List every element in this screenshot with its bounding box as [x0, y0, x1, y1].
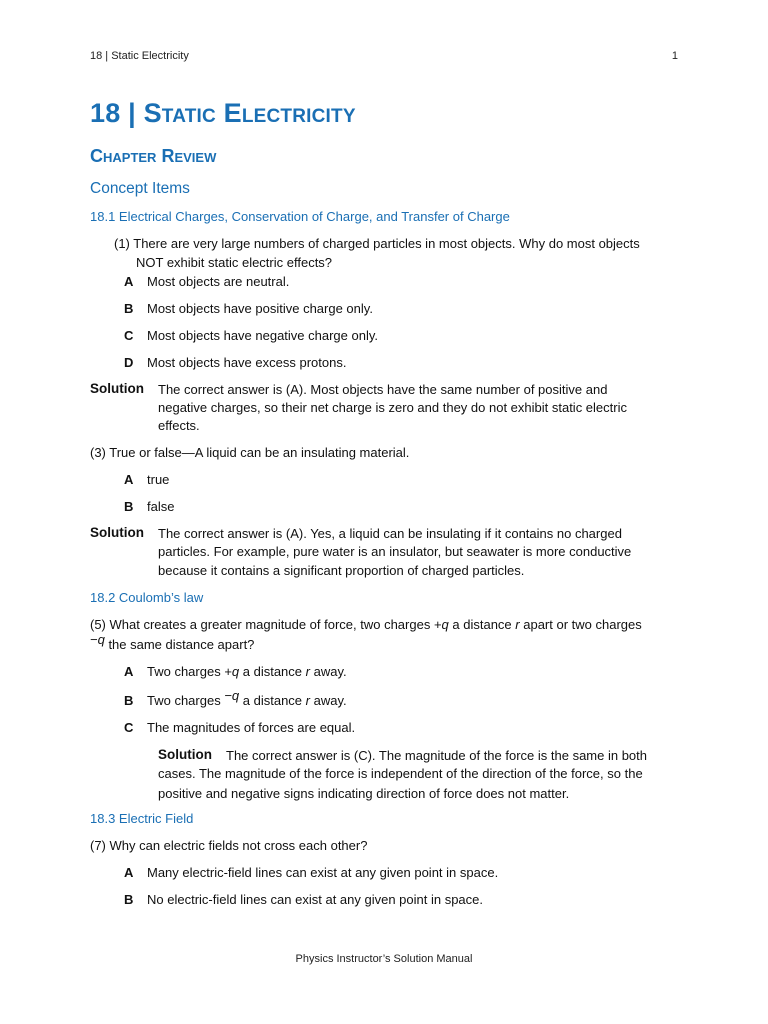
option-letter: C: [124, 328, 134, 343]
question-1-line-1: (1) There are very large numbers of charged particles in most objects. Why do most objects: [114, 236, 640, 251]
option-text: [147, 688, 347, 711]
q3-option-b: [124, 498, 175, 517]
option-letter: A: [124, 664, 134, 679]
option-text: No electric-field lines can exist at any given point in space.: [147, 892, 484, 907]
q5-text: a distance: [448, 617, 516, 632]
question-1-line-2: NOT exhibit static electric effects?: [136, 255, 333, 270]
q5-solution-line-2: cases. The magnitude of the force is independent of the direction of the force, so the: [158, 766, 643, 781]
q1-option-d: [124, 354, 347, 373]
section-heading-18-2: 18.2 Coulomb’s law: [90, 590, 204, 605]
question-3-line-1: (3) True or false—A liquid can be an insulating material.: [90, 445, 410, 460]
q1-solution-line-3: effects.: [158, 418, 200, 433]
q5-text: (5) What creates a greater magnitude of force, two charges +: [90, 617, 442, 632]
q3-solution-label: Solution: [90, 525, 144, 540]
option-letter: B: [124, 693, 134, 708]
q3-solution-line-2: particles. For example, pure water is an insulator, but seawater is more conductive: [158, 544, 632, 559]
option-text: Most objects are neutral.: [147, 274, 290, 289]
q7-option-b: [124, 891, 484, 910]
negative-q-variable: −q: [224, 688, 240, 703]
q5-solution-line-1: The correct answer is (C). The magnitude of the force is the same in both: [226, 748, 648, 763]
option-letter: B: [124, 892, 134, 907]
option-text: [147, 663, 347, 682]
option-letter: B: [124, 499, 134, 514]
option-letter: A: [124, 865, 134, 880]
q3-option-a: [124, 471, 170, 490]
q5-option-b: [124, 688, 347, 711]
option-text: true: [147, 472, 170, 487]
chapter-title: [90, 98, 356, 129]
negative-q-variable: −q: [90, 632, 105, 647]
question-5-line-1: [90, 616, 642, 635]
option-text: false: [147, 499, 175, 514]
option-text-part: away.: [309, 664, 347, 679]
running-footer: Physics Instructor’s Solution Manual: [295, 953, 473, 965]
q1-option-b: [124, 300, 373, 319]
q1-option-a: [124, 273, 290, 292]
option-letter: A: [124, 472, 134, 487]
option-letter: A: [124, 274, 134, 289]
option-letter: C: [124, 720, 134, 735]
q5-option-c: [124, 719, 356, 738]
q3-solution-line-3: because it contains a significant proportion of charged particles.: [158, 563, 525, 578]
option-text-part: Two charges +: [147, 664, 232, 679]
option-text-part: Two charges: [147, 693, 225, 708]
q-variable: q: [441, 617, 449, 632]
section-heading-18-3: 18.3 Electric Field: [90, 811, 194, 826]
q5-option-a: [124, 663, 347, 682]
option-text-part: away.: [310, 693, 347, 708]
q1-option-c: [124, 327, 379, 346]
option-text: Most objects have excess protons.: [147, 355, 347, 370]
chapter-review-heading: Chapter Review: [90, 146, 217, 166]
option-text: Most objects have positive charge only.: [147, 301, 373, 316]
r-variable: r: [305, 693, 310, 708]
q-variable: q: [231, 664, 240, 679]
question-7-line-1: (7) Why can electric fields not cross each other?: [90, 838, 368, 853]
option-text: Many electric-field lines can exist at any given point in space.: [147, 865, 499, 880]
chapter-number: 18 |: [90, 98, 136, 128]
q7-option-a: [124, 864, 499, 883]
q1-solution-label: Solution: [90, 381, 144, 396]
concept-items-heading: Concept Items: [90, 180, 190, 197]
q5-solution-line-3: positive and negative signs indicating direction of force does not matter.: [158, 786, 570, 801]
page-number: 1: [671, 50, 678, 62]
option-letter: D: [124, 355, 134, 370]
r-variable: r: [305, 664, 310, 679]
option-text-part: a distance: [239, 664, 306, 679]
option-text: Most objects have negative charge only.: [147, 328, 379, 343]
section-heading-18-1: 18.1 Electrical Charges, Conservation of Charge, and Transfer of Charge: [90, 209, 510, 224]
q5-solution-label: Solution: [158, 747, 212, 762]
option-text-part: a distance: [239, 693, 306, 708]
q5-text: the same distance apart?: [104, 637, 255, 652]
q1-solution-line-1: The correct answer is (A). Most objects have the same number of positive and: [158, 382, 608, 397]
question-5-line-2: [90, 632, 255, 655]
option-text: The magnitudes of forces are equal.: [147, 720, 356, 735]
q5-text: apart or two charges: [519, 617, 642, 632]
running-header: 18 | Static Electricity: [90, 50, 189, 62]
r-variable: r: [515, 617, 520, 632]
chapter-title-text: Static Electricity: [143, 98, 356, 128]
q3-solution-line-1: The correct answer is (A). Yes, a liquid can be insulating if it contains no charged: [158, 526, 622, 541]
option-letter: B: [124, 301, 134, 316]
q1-solution-line-2: negative charges, so their net charge is zero and they do not exhibit static electric: [158, 400, 627, 415]
